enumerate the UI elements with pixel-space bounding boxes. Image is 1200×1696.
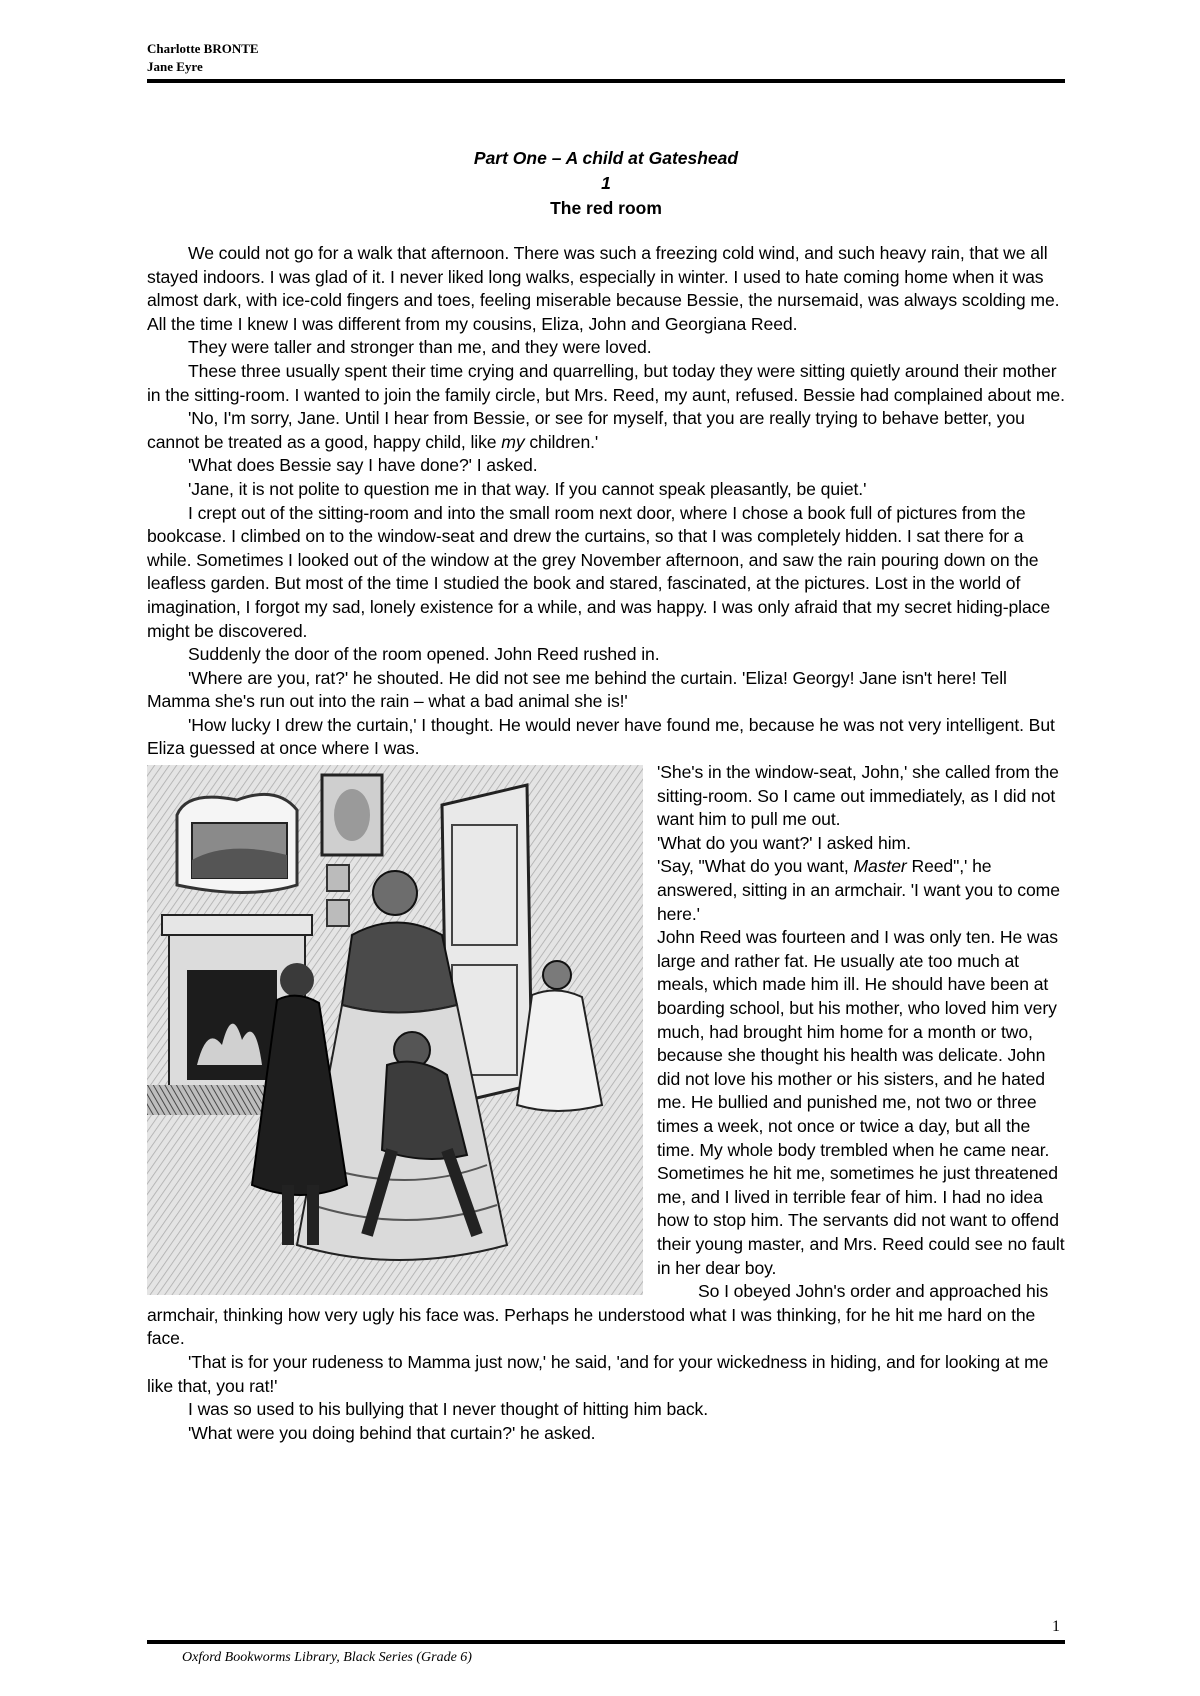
chapter-text — [147, 242, 1065, 1445]
emphasis: Master — [853, 856, 907, 877]
paragraph: 'Jane, it is not polite to question me in that way. If you cannot speak pleasantly, be quiet.' — [188, 478, 867, 499]
paragraph-text: 'Say, "What do you want, — [657, 856, 854, 877]
paragraph-text: children.' — [524, 431, 599, 452]
running-header — [147, 40, 1065, 76]
paragraph: John Reed was fourteen and I was only ten. He was large and rather fat. He usually ate too much at meals, which made him ill. He should have been at boarding school, but his mother, who loved him very much, had brought him home for a month or two, because she thought his health was delicate. John did not love his mother or his sisters, and he hated me. He bullied and punished me, not two or three times a week, not once or twice a day, but all the time. My whole body trembled when he came near. Sometimes he hit me, sometimes he just threatened me, and I lived in terrible fear of him. I had no idea how to stop him. The servants did not want to offend their young master, and Mrs. Reed could see no fault in her dear boy. — [657, 927, 1065, 1278]
chapter-number: 1 — [601, 173, 611, 193]
paragraph — [147, 407, 1065, 454]
header-book-title: Jane Eyre — [147, 59, 203, 74]
illustration-drawing — [147, 765, 643, 1295]
paragraph: 'She's in the window-seat, John,' she called from the sitting-room. So I came out immediately, as I did not want him to pull me out. — [657, 762, 1059, 830]
part-title: Part One – A child at Gateshead — [473, 148, 739, 168]
illustration — [147, 765, 643, 1295]
chapter-title: The red room — [550, 198, 662, 218]
paragraph: 'What do you want?' I asked him. — [657, 832, 911, 853]
paragraph: Suddenly the door of the room opened. John Reed rushed in. — [188, 644, 660, 665]
paragraph: 'Where are you, rat?' he shouted. He did not see me behind the curtain. 'Eliza! Georgy! Jane isn't here! Tell Mamma she's run out into the rain – what a bad animal she is!' — [147, 667, 1007, 712]
paragraph: So I obeyed John's order and approached his armchair, thinking how very ugly his face was. Perhaps he understood what I was thinking, for he hit me hard on the face. — [147, 1281, 1049, 1349]
paragraph: 'How lucky I drew the curtain,' I thought. He would never have found me, because he was not very intelligent. But Eliza guessed at once where I was. — [147, 714, 1055, 759]
paragraph: I crept out of the sitting-room and into the small room next door, where I chose a book full of pictures from the bookcase. I climbed on to the window-seat and drew the curtains, so that I was completely hidden. I sat there for a while. Sometimes I looked out of the window at the grey November afternoon, and saw the rain pouring down on the leafless garden. But most of the time I studied the book and stared, fascinated, at the pictures. Lost in the world of imagination, I forgot my sad, lonely existence for a while, and was happy. I was only afraid that my secret hiding-place might be discovered. — [147, 502, 1051, 641]
mirror — [177, 794, 297, 892]
footer-rule — [147, 1640, 1065, 1644]
paragraph: 'That is for your rudeness to Mamma just now,' he said, 'and for your wickedness in hiding, and for looking at me like that, you rat!' — [147, 1351, 1049, 1396]
page-number: 1 — [1052, 1618, 1060, 1635]
paragraph: 'What were you doing behind that curtain?' he asked. — [188, 1422, 596, 1443]
paragraph-text: 'No, I'm sorry, Jane. Until I hear from Bessie, or see for myself, that you are really trying to behave better, you cannot be treated as a good, happy child, like — [147, 408, 1025, 452]
paragraph: We could not go for a walk that afternoon. There was such a freezing cold wind, and such heavy rain, that we all stayed indoors. I was glad of it. I never liked long walks, especially in winter. I used to hate coming home when it was almost dark, with ice-cold fingers and toes, feeling miserable because Bessie, the nursemaid, was always scolding me. All the time I knew I was different from my cousins, Eliza, John and Georgiana Reed. — [147, 243, 1060, 334]
emphasis: my — [501, 431, 525, 452]
header-author: Charlotte BRONTE — [147, 41, 259, 56]
paragraph-text: Reed",' he answered, sitting in an armchair. 'I want you to come here.' — [657, 856, 1060, 924]
header-rule — [147, 79, 1065, 83]
paragraph: I was so used to his bullying that I never thought of hitting him back. — [188, 1399, 709, 1420]
paragraph: 'What does Bessie say I have done?' I asked. — [188, 455, 538, 476]
chapter-heading — [147, 146, 1065, 221]
footer-series: Oxford Bookworms Library, Black Series (Grade 6) — [182, 1650, 472, 1665]
paragraph: They were taller and stronger than me, and they were loved. — [188, 337, 652, 358]
paragraph: These three usually spent their time crying and quarrelling, but today they were sitting quietly around their mother in the sitting-room. I wanted to join the family circle, but Mrs. Reed, my aunt, refused. Bessie had complained about me. — [147, 360, 1065, 405]
